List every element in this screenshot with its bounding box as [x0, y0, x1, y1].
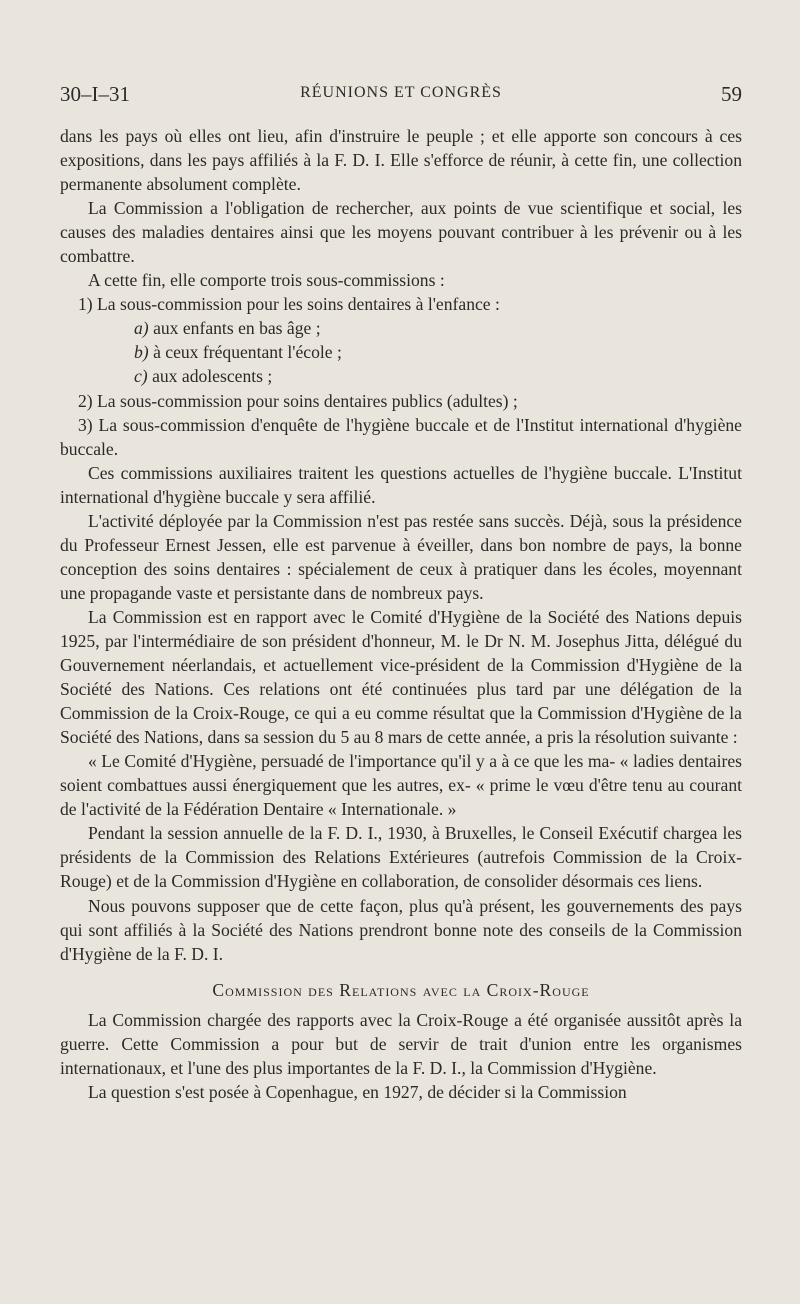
- subitem-letter: c): [134, 366, 148, 387]
- paragraph: L'activité déployée par la Commission n'est pas restée sans succès. Déjà, sous la présidence du Professeur Ernest Jessen, elle est parvenue à éveiller, dans bon nombre de pays, la bonne conception des soins dentaires : spécialement de ceux à pratiquer dans les écoles, moyennant une propagande vaste et persistante dans de nombreux pays.: [60, 510, 742, 603]
- page-body: [60, 124, 742, 1104]
- running-title: RÉUNIONS ET CONGRÈS: [300, 84, 502, 101]
- list-subitem: [60, 340, 742, 364]
- running-header: [60, 82, 742, 110]
- paragraph: Ces commissions auxiliaires traitent les questions actuelles de l'hygiène buccale. L'Institut international d'hygiène buccale y sera affilié.: [60, 462, 742, 507]
- section-heading: Commission des Relations avec la Croix-Rouge: [212, 979, 590, 1000]
- paragraph: La Commission chargée des rapports avec la Croix-Rouge a été organisée aussitôt après la guerre. Cette Commission a pour but de servir de trait d'union entre les organismes internationaux, et l'une des plus importantes de la F. D. I., la Commission d'Hygiène.: [60, 1009, 742, 1078]
- subitem-letter: a): [134, 318, 149, 339]
- subitem-letter: b): [134, 342, 149, 363]
- list-subitem: [60, 316, 742, 340]
- issue-date: 30–I–31: [60, 82, 130, 106]
- quoted-resolution: « Le Comité d'Hygiène, persuadé de l'importance qu'il y a à ce que les ma- « ladies dentaires soient combattues aussi énergiquement que les autres, ex- « prime le vœu d'être tenu au courant de l'activité de la Fédération Dentaire « Internationale. »: [60, 751, 742, 820]
- list-item: 2) La sous-commission pour soins dentaires publics (adultes) ;: [78, 390, 518, 411]
- paragraph: Pendant la session annuelle de la F. D. I., 1930, à Bruxelles, le Conseil Exécutif chargea les présidents de la Commission des Relations Extérieures (autrefois Commission de la Croix-Rouge) et de la Commission d'Hygiène en collaboration, de consolider désormais ces liens.: [60, 823, 742, 892]
- paragraph: La question s'est posée à Copenhague, en 1927, de décider si la Commission: [88, 1081, 627, 1102]
- paragraph: La Commission a l'obligation de rechercher, aux points de vue scientifique et social, les causes des maladies dentaires ainsi que les moyens pouvant contribuer à les prévenir ou à les combattre.: [60, 198, 742, 267]
- paragraph: dans les pays où elles ont lieu, afin d'instruire le peuple ; et elle apporte son concours à ces expositions, dans les pays affiliés à la F. D. I. Elle s'efforce de réunir, à cette fin, une collection permanente absolument complète.: [60, 126, 742, 195]
- subitem-text: aux adolescents ;: [152, 366, 273, 387]
- subitem-text: à ceux fréquentant l'école ;: [153, 342, 342, 363]
- paragraph: A cette fin, elle comporte trois sous-commissions :: [88, 270, 445, 291]
- list-item: 1) La sous-commission pour les soins dentaires à l'enfance :: [78, 294, 500, 315]
- page-number: 59: [721, 82, 742, 106]
- subitem-text: aux enfants en bas âge ;: [153, 318, 321, 339]
- list-item: 3) La sous-commission d'enquête de l'hygiène buccale et de l'Institut international d'hygiène buccale.: [60, 414, 742, 459]
- paragraph: La Commission est en rapport avec le Comité d'Hygiène de la Société des Nations depuis 1925, par l'intermédiaire de son président d'honneur, M. le Dr N. M. Josephus Jitta, délégué du Gouvernement néerlandais, et actuellement vice-président de la Commission d'Hygiène de la Société des Nations. Ces relations ont été continuées plus tard par une délégation de la Commission de la Croix-Rouge, ce qui a eu comme résultat que la Commission d'Hygiène de la Société des Nations, dans sa session du 5 au 8 mars de cette année, a pris la résolution suivante :: [60, 606, 742, 748]
- paragraph: Nous pouvons supposer que de cette façon, plus qu'à présent, les gouvernements des pays qui sont affiliés à la Société des Nations prendront bonne note des conseils de la Commission d'Hygiène de la F. D. I.: [60, 895, 742, 964]
- list-subitem: [60, 364, 742, 388]
